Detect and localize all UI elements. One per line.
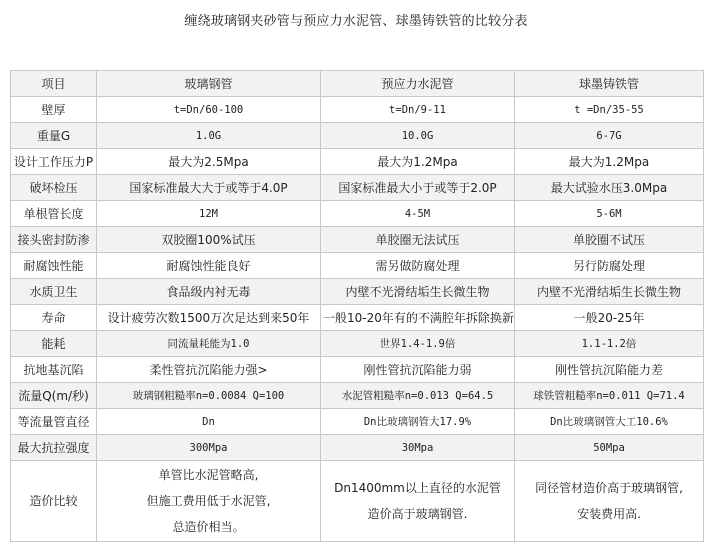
row-label: 抗地基沉陷	[11, 357, 97, 383]
table-row	[11, 331, 704, 357]
table-row	[11, 409, 704, 435]
table-cell: 单胶圈无法试压	[321, 227, 515, 253]
table-cell: 一般20-25年	[515, 305, 704, 331]
table-cell: 耐腐蚀性能良好	[97, 253, 321, 279]
table-cell: 同流量耗能为1.0	[97, 331, 321, 357]
table-row	[11, 357, 704, 383]
table-cell: 300Mpa	[97, 435, 321, 461]
table-cell: t=Dn/60-100	[97, 97, 321, 123]
cell-line: 单管比水泥管略高,	[158, 468, 259, 482]
table-cell: 最大为2.5Mpa	[97, 149, 321, 175]
row-label: 能耗	[11, 331, 97, 357]
row-label: 水质卫生	[11, 279, 97, 305]
table-cell: 5-6M	[515, 201, 704, 227]
table-cell: 设计疲劳次数1500万次足达到来50年	[97, 305, 321, 331]
table-cell: 6-7G	[515, 123, 704, 149]
table-cell: 内壁不光滑结垢生长微生物	[321, 279, 515, 305]
table-cell: 最大试验水压3.0Mpa	[515, 175, 704, 201]
table-row	[11, 175, 704, 201]
table-cell: 4-5M	[321, 201, 515, 227]
cell-line: 总造价相当。	[172, 520, 245, 534]
table-body	[11, 71, 704, 542]
table-cell: 国家标准最大小于或等于2.0P	[321, 175, 515, 201]
row-label: 寿命	[11, 305, 97, 331]
header-row	[11, 71, 704, 97]
table-cell: 1.1-1.2倍	[515, 331, 704, 357]
table-row-cost	[11, 461, 704, 542]
table-cell: 水泥管粗糙率n=0.013 Q=64.5	[321, 383, 515, 409]
table-row	[11, 435, 704, 461]
table-cell: 世界1.4-1.9倍	[321, 331, 515, 357]
table-cell: 玻璃钢粗糙率n=0.0084 Q=100	[97, 383, 321, 409]
table-cell: 50Mpa	[515, 435, 704, 461]
table-cell-multiline	[97, 461, 321, 542]
table-cell: 一般10-20年有的不满腔年拆除换新	[321, 305, 515, 331]
cell-line: 安装费用高.	[577, 507, 641, 521]
cell-line: 同径管材造价高于玻璃钢管,	[535, 481, 683, 495]
comparison-table	[10, 70, 704, 542]
table-cell: Dn比玻璃钢管大工10.6%	[515, 409, 704, 435]
cell-line: 造价高于玻璃钢管.	[367, 507, 468, 521]
table-cell: 最大为1.2Mpa	[515, 149, 704, 175]
table-row	[11, 201, 704, 227]
row-label: 重量G	[11, 123, 97, 149]
row-label: 壁厚	[11, 97, 97, 123]
table-cell: 30Mpa	[321, 435, 515, 461]
table-cell: 需另做防腐处理	[321, 253, 515, 279]
table-row	[11, 253, 704, 279]
row-label: 最大抗拉强度	[11, 435, 97, 461]
row-label: 流量Q(m/秒)	[11, 383, 97, 409]
row-label: 破坏检压	[11, 175, 97, 201]
header-cell-prestressed-pipe: 预应力水泥管	[321, 71, 515, 97]
table-cell: 球铁管粗糙率n=0.011 Q=71.4	[515, 383, 704, 409]
table-cell: 柔性管抗沉陷能力强>	[97, 357, 321, 383]
table-row	[11, 279, 704, 305]
table-cell: 最大为1.2Mpa	[321, 149, 515, 175]
table-cell: 刚性管抗沉陷能力差	[515, 357, 704, 383]
table-cell: 内壁不光滑结垢生长微生物	[515, 279, 704, 305]
table-cell: 单胶圈不试压	[515, 227, 704, 253]
row-label: 等流量管直径	[11, 409, 97, 435]
header-cell-item: 项目	[11, 71, 97, 97]
table-cell: 食品级内衬无毒	[97, 279, 321, 305]
table-row	[11, 383, 704, 409]
table-cell-multiline	[321, 461, 515, 542]
row-label: 耐腐蚀性能	[11, 253, 97, 279]
row-label: 设计工作压力P	[11, 149, 97, 175]
table-cell-multiline	[515, 461, 704, 542]
table-cell: 刚性管抗沉陷能力弱	[321, 357, 515, 383]
table-cell: 双胶圈100%试压	[97, 227, 321, 253]
table-row	[11, 97, 704, 123]
table-cell: 国家标准最大大于或等于4.0P	[97, 175, 321, 201]
table-cell: 1.0G	[97, 123, 321, 149]
header-cell-ductile-iron-pipe: 球墨铸铁管	[515, 71, 704, 97]
table-row	[11, 305, 704, 331]
row-label: 接头密封防渗	[11, 227, 97, 253]
cell-line: 但施工费用低于水泥管,	[146, 494, 271, 508]
table-cell: t =Dn/35-55	[515, 97, 704, 123]
table-row	[11, 149, 704, 175]
table-cell: 12M	[97, 201, 321, 227]
row-label: 造价比较	[11, 461, 97, 542]
table-cell: 10.0G	[321, 123, 515, 149]
header-cell-frp-pipe: 玻璃钢管	[97, 71, 321, 97]
table-cell: Dn	[97, 409, 321, 435]
table-row	[11, 123, 704, 149]
table-cell: t=Dn/9-11	[321, 97, 515, 123]
row-label: 单根管长度	[11, 201, 97, 227]
table-row	[11, 227, 704, 253]
table-cell: Dn比玻璃钢管大17.9%	[321, 409, 515, 435]
table-cell: 另行防腐处理	[515, 253, 704, 279]
cell-line: Dn1400mm以上直径的水泥管	[334, 481, 501, 495]
page-title: 缠绕玻璃钢夹砂管与预应力水泥管、球墨铸铁管的比较分表	[184, 14, 528, 29]
